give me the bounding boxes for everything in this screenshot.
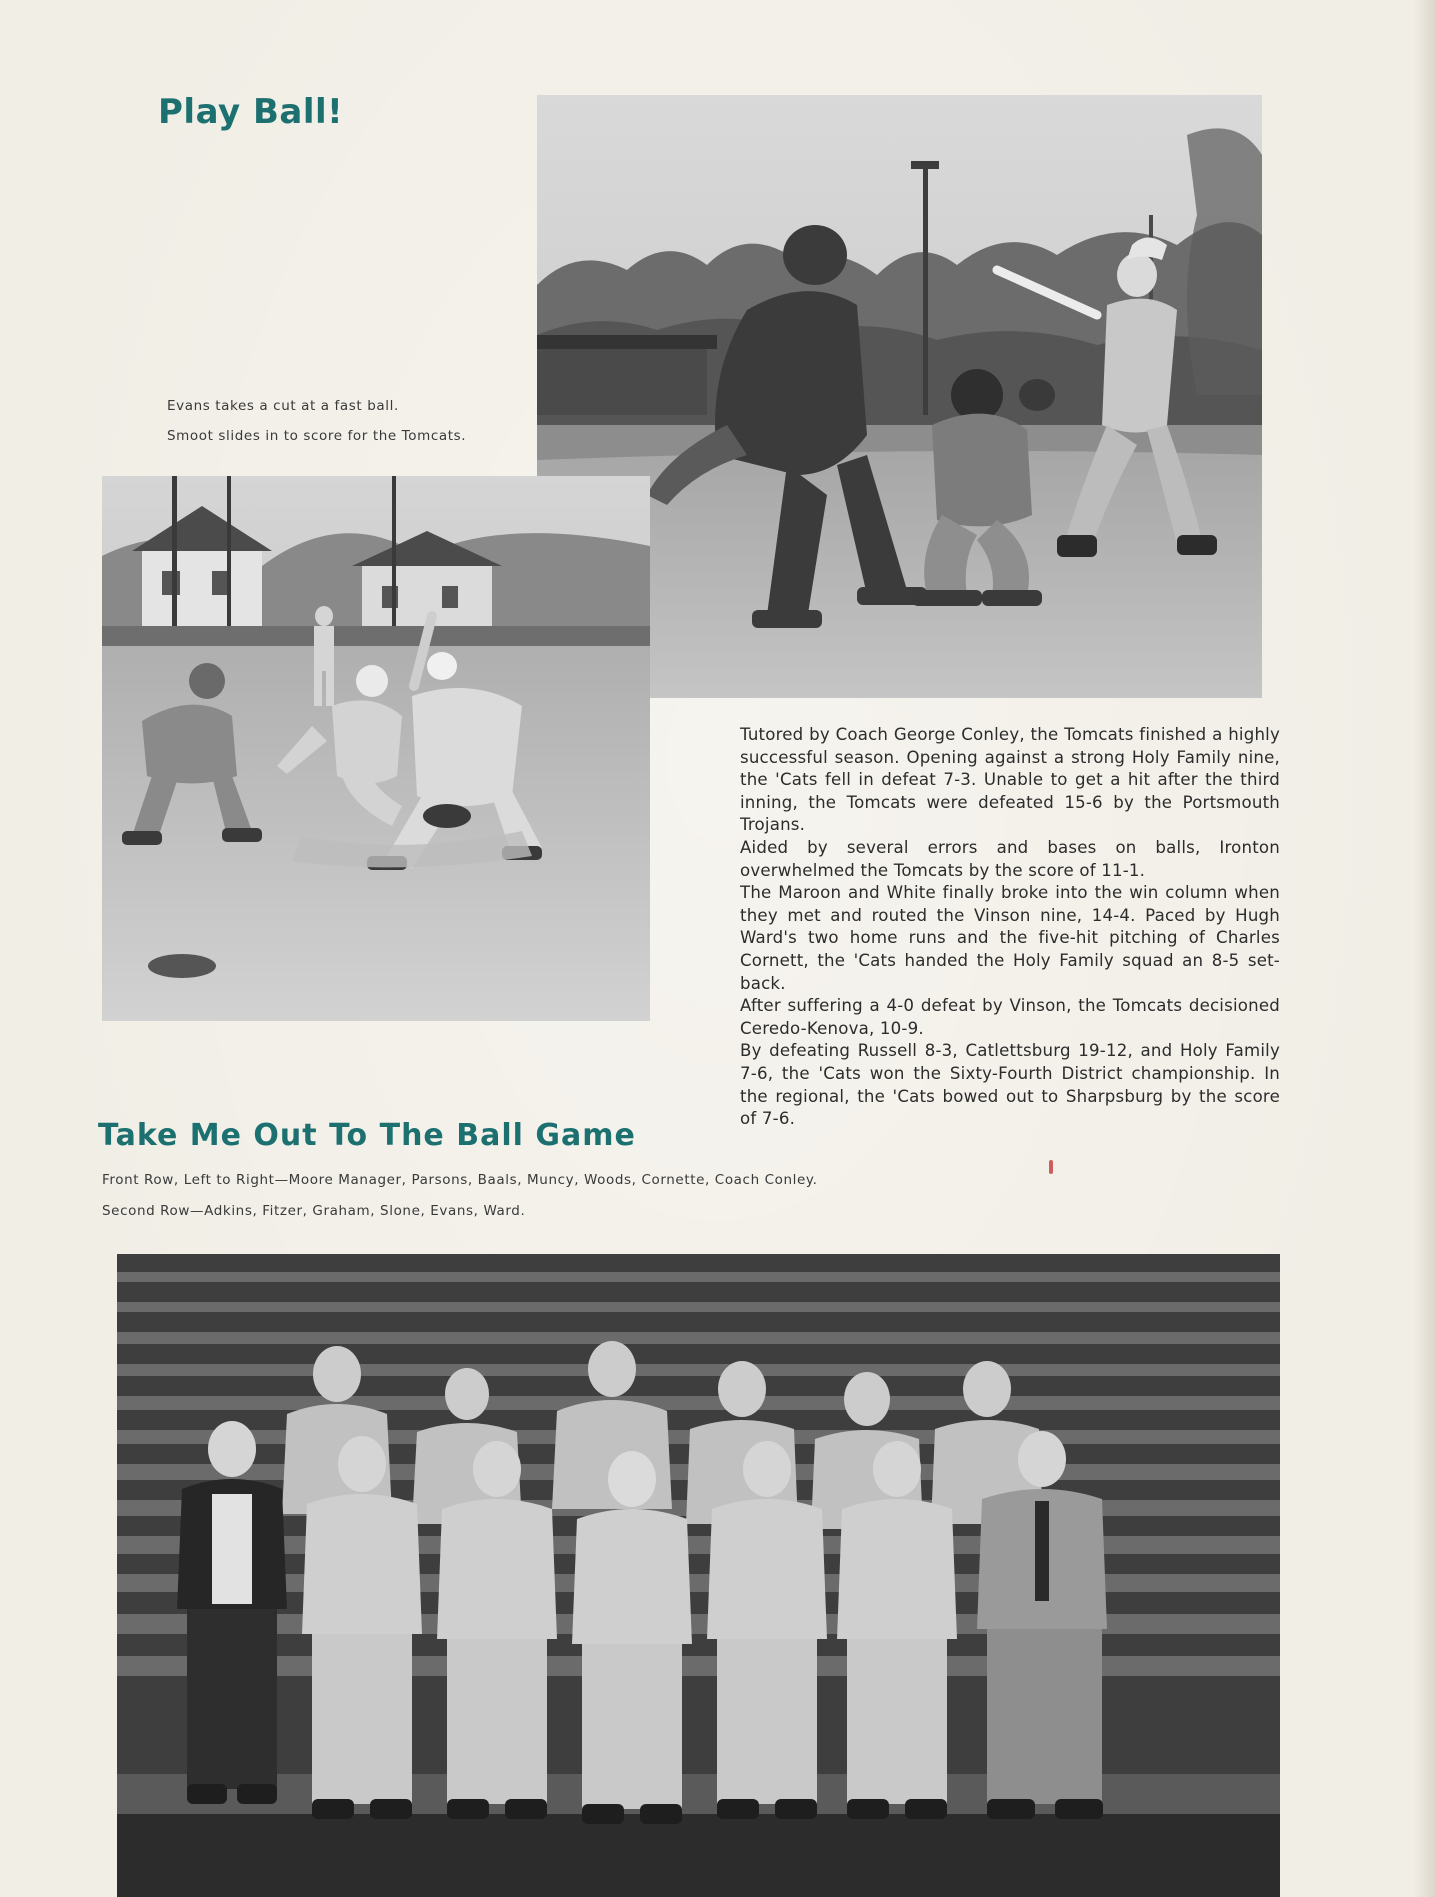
page-title: Play Ball!	[158, 92, 344, 132]
article-paragraph: Aided by several errors and bases on balls, Ironton overwhelmed the Tomcats by the score of 11-1.	[740, 837, 1280, 880]
ink-mark	[1049, 1160, 1053, 1174]
article-paragraph: After suffering a 4-0 defeat by Vinson, the Tomcats decisioned Ceredo-Kenova, 10-9.	[740, 996, 1280, 1038]
slide-caption: Smoot slides in to score for the Tomcats.	[167, 428, 467, 444]
season-article	[740, 724, 1280, 1131]
team-photo	[117, 1254, 1280, 1897]
batter-caption: Evans takes a cut at a fast ball.	[167, 398, 399, 414]
article-paragraph: The Maroon and White finally broke into the win column when they met and routed the Vinson nine, 14-4. Paced by Hugh Ward's two home runs and the five-hit pitching of Charles Cornett, the 'Cats handed the Holy Family squad an 8-5 set-back.	[740, 883, 1280, 993]
section-title: Take Me Out To The Ball Game	[98, 1118, 636, 1153]
roster-front-row: Front Row, Left to Right—Moore Manager, Parsons, Baals, Muncy, Woods, Cornette, Coach Conley.	[102, 1172, 818, 1188]
article-paragraph: Tutored by Coach George Conley, the Tomcats finished a highly successful season. Opening against a strong Holy Family nine, the 'Cats fell in defeat 7-3. Unable to get a hit after the third inning, the Tomcats were defeated 15-6 by the Portsmouth Trojans.	[740, 725, 1280, 835]
article-paragraph: By defeating Russell 8-3, Catlettsburg 19-12, and Holy Family 7-6, the 'Cats won the Sixty-Fourth District championship. In the regional, the 'Cats bowed out to Sharpsburg by the score of 7-6.	[740, 1041, 1280, 1129]
roster-second-row: Second Row—Adkins, Fitzer, Graham, Slone, Evans, Ward.	[102, 1203, 526, 1219]
slide-photo	[102, 476, 650, 1021]
page-edge-shadow	[1413, 0, 1435, 1897]
